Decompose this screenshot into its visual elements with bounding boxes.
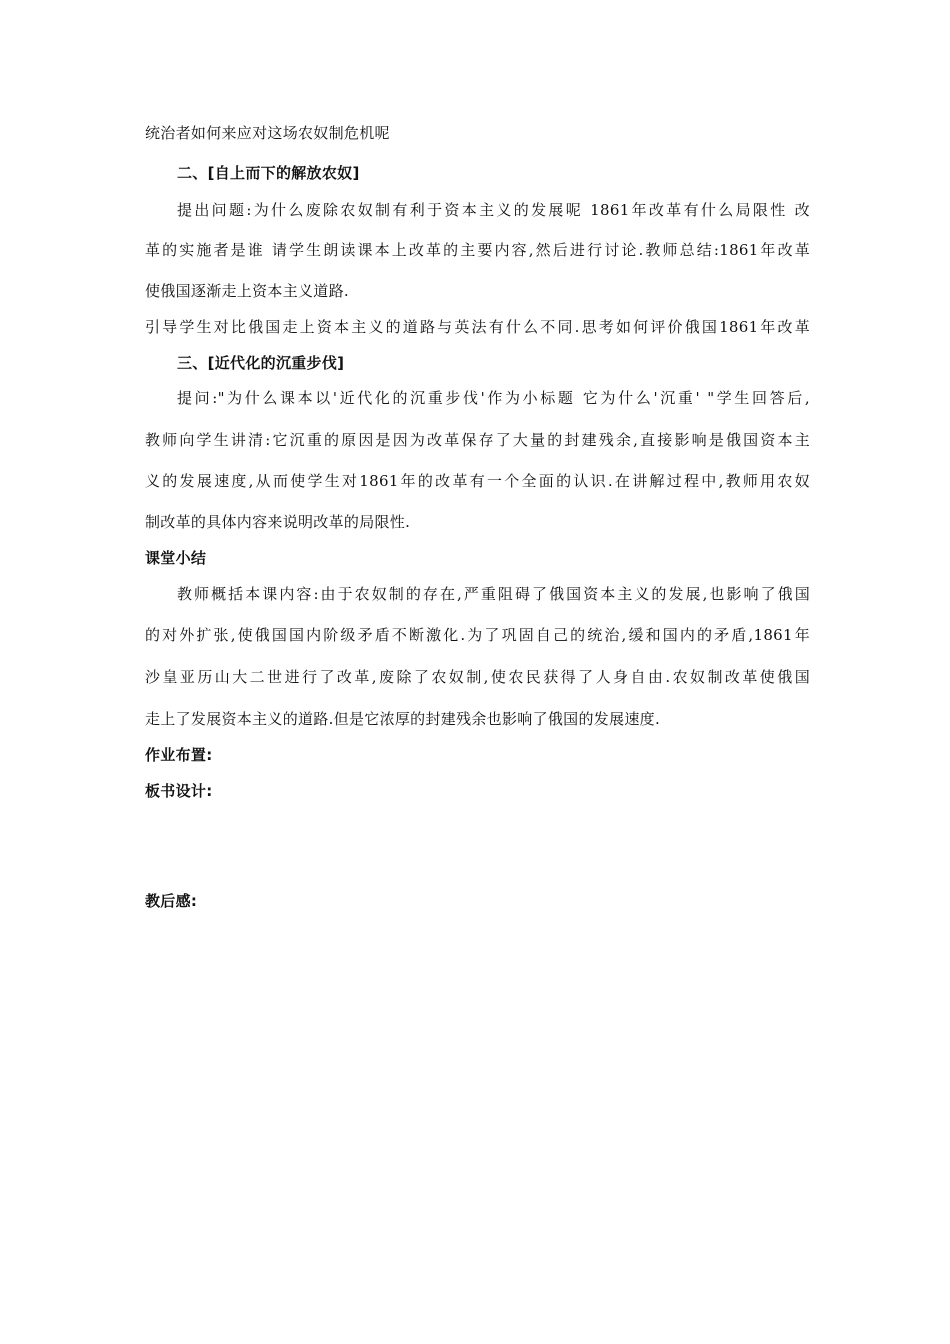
paragraph-line: 义的发展速度,从而使学生对1861年的改革有一个全面的认识.在讲解过程中,教师用农奴: [145, 472, 810, 490]
heading-reflection: 教后感:: [145, 892, 198, 910]
paragraph-line: 引导学生对比俄国走上资本主义的道路与英法有什么不同.思考如何评价俄国1861年改革: [145, 318, 810, 336]
paragraph-line: 提问:"为什么课本以'近代化的沉重步伐'作为小标题 它为什么'沉重' "学生回答后,: [177, 389, 810, 407]
heading-class-summary: 课堂小结: [145, 549, 207, 567]
paragraph-line: 革的实施者是谁 请学生朗读课本上改革的主要内容,然后进行讨论.教师总结:1861年改革: [145, 241, 810, 259]
heading-board-design: 板书设计:: [145, 782, 213, 800]
paragraph-line: 提出问题:为什么废除农奴制有利于资本主义的发展呢 1861年改革有什么局限性 改: [177, 201, 810, 219]
paragraph-line: 使俄国逐渐走上资本主义道路.: [145, 282, 349, 300]
paragraph-line: 沙皇亚历山大二世进行了改革,废除了农奴制,使农民获得了人身自由.农奴制改革使俄国: [145, 668, 810, 686]
heading-homework: 作业布置:: [145, 746, 213, 764]
section-heading-2: 二、[自上而下的解放农奴]: [177, 164, 360, 182]
paragraph-line: 教师概括本课内容:由于农奴制的存在,严重阻碍了俄国资本主义的发展,也影响了俄国: [177, 585, 810, 603]
paragraph-line: 走上了发展资本主义的道路.但是它浓厚的封建残余也影响了俄国的发展速度.: [145, 710, 661, 728]
paragraph-line: 教师向学生讲清:它沉重的原因是因为改革保存了大量的封建残余,直接影响是俄国资本主: [145, 431, 810, 449]
paragraph-line: 的对外扩张,使俄国国内阶级矛盾不断激化.为了巩固自己的统治,缓和国内的矛盾,1861年: [145, 626, 810, 644]
section-heading-3: 三、[近代化的沉重步伐]: [177, 354, 345, 372]
paragraph-line: 统治者如何来应对这场农奴制危机呢: [145, 124, 390, 142]
paragraph-line: 制改革的具体内容来说明改革的局限性.: [145, 513, 411, 531]
